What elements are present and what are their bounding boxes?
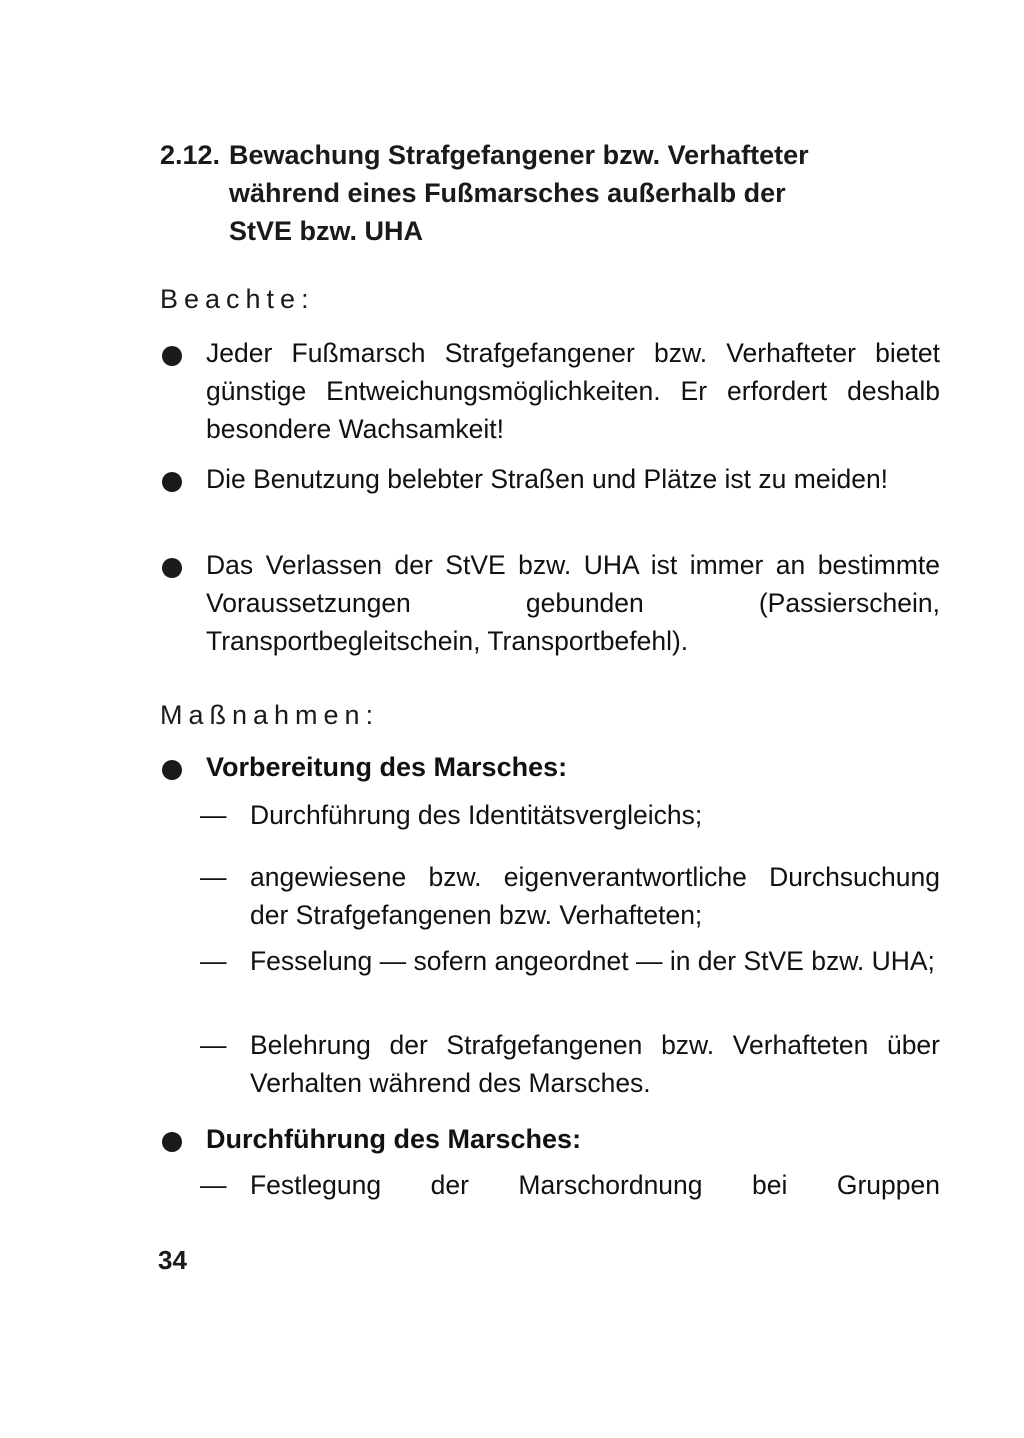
vorbereitung-item xyxy=(200,796,940,834)
bullet-dot-icon xyxy=(162,472,182,492)
vorbereitung-title: Vorbereitung des Marsches: xyxy=(206,752,568,782)
beachte-label: Beachte: xyxy=(160,284,315,314)
beachte-item xyxy=(160,546,940,660)
beachte-item-text: Jeder Fußmarsch Strafgefangener bzw. Verhafteter bietet günstige Entweichungsmöglichkeiten. Er erfordert deshalb besondere Wachsamkeit! xyxy=(206,338,940,444)
vorbereitung-item xyxy=(200,858,940,934)
vorbereitung-item-text: Fesselung — sofern angeordnet — in der StVE bzw. UHA; xyxy=(250,946,935,976)
beachte-item xyxy=(160,460,940,498)
section-title-line-1: Bewachung Strafgefangener bzw. Verhafteter xyxy=(229,140,809,170)
vorbereitung-item-text: Belehrung der Strafgefangenen bzw. Verhafteten über Verhalten während des Marsches. xyxy=(250,1030,940,1098)
bullet-dot-icon xyxy=(162,558,182,578)
vorbereitung-item-text: Durchführung des Identitätsvergleichs; xyxy=(250,800,703,830)
beachte-item-text: Die Benutzung belebter Straßen und Plätze ist zu meiden! xyxy=(206,464,889,494)
dash-marker: — xyxy=(200,946,227,976)
durchfuehrung-item xyxy=(200,1166,940,1204)
vorbereitung-heading xyxy=(160,748,940,786)
durchfuehrung-title: Durchführung des Marsches: xyxy=(206,1124,582,1154)
dash-marker: — xyxy=(200,1030,227,1060)
section-heading xyxy=(160,136,809,250)
bullet-dot-icon xyxy=(162,346,182,366)
dash-marker: — xyxy=(200,1170,227,1200)
section-title-line-3: StVE bzw. UHA xyxy=(229,216,424,246)
beachte-item-text: Das Verlassen der StVE bzw. UHA ist immer an bestimmte Voraussetzungen gebunden (Passierschein, Transportbegleitschein, Transportbefehl). xyxy=(206,550,940,656)
section-title-line-2: während eines Fußmarsches außerhalb der xyxy=(229,178,786,208)
bullet-dot-icon xyxy=(162,1132,182,1152)
dash-marker: — xyxy=(200,862,227,892)
vorbereitung-item xyxy=(200,1026,940,1102)
vorbereitung-item xyxy=(200,942,940,980)
page-number: 34 xyxy=(158,1245,187,1275)
durchfuehrung-heading xyxy=(160,1120,940,1158)
vorbereitung-item-text: angewiesene bzw. eigenverantwortliche Durchsuchung der Strafgefangenen bzw. Verhafteten; xyxy=(250,862,940,930)
dash-marker: — xyxy=(200,800,227,830)
beachte-item xyxy=(160,334,940,448)
durchfuehrung-item-text: Festlegung der Marschordnung bei Gruppen xyxy=(250,1170,940,1200)
massnahmen-label: Maßnahmen: xyxy=(160,700,380,730)
section-number: 2.12. xyxy=(160,140,221,170)
bullet-dot-icon xyxy=(162,760,182,780)
